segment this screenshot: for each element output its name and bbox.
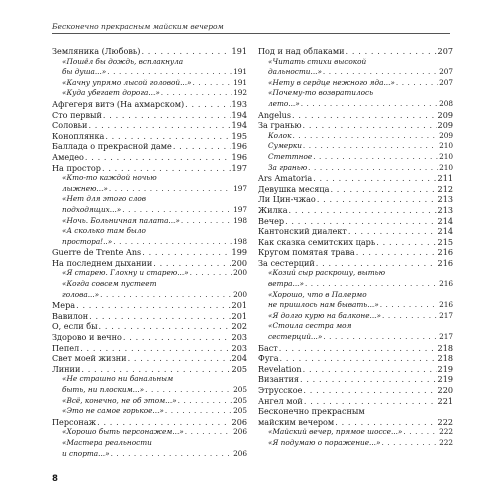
toc-entry-title: Этрусское bbox=[258, 385, 303, 395]
toc-entry bbox=[52, 141, 247, 152]
dot-leader bbox=[181, 216, 232, 227]
toc-subentry bbox=[52, 173, 247, 184]
toc-entry-page: 197 bbox=[231, 162, 247, 173]
toc-entry-title: «Это не самое горькое...» bbox=[62, 406, 164, 416]
toc-entry-page: 216 bbox=[437, 257, 453, 268]
toc-subentry bbox=[258, 78, 453, 89]
toc-subentry bbox=[258, 321, 453, 332]
dot-leader bbox=[356, 247, 437, 258]
toc-entry bbox=[52, 46, 247, 57]
toc-entry bbox=[258, 46, 453, 57]
toc-entry-page: 210 bbox=[439, 151, 453, 161]
toc-entry-title: «Пошёл бы дождь, всплакнула bbox=[62, 56, 184, 66]
toc-entry-page: 211 bbox=[437, 173, 453, 184]
toc-entry-title: Баллада о прекрасной даме bbox=[52, 141, 172, 152]
toc-subentry bbox=[258, 427, 453, 438]
dot-leader bbox=[348, 226, 437, 237]
toc-entry bbox=[258, 184, 453, 195]
toc-entry-title: Линии bbox=[52, 363, 81, 374]
toc-subentry bbox=[52, 438, 247, 449]
dot-leader bbox=[81, 364, 230, 375]
toc-entry bbox=[258, 406, 453, 417]
toc-entry-page: 216 bbox=[437, 247, 453, 258]
dot-leader bbox=[381, 438, 438, 449]
toc-entry-title: «Нет для этого слов bbox=[62, 194, 146, 204]
dot-leader bbox=[109, 184, 232, 195]
toc-entry bbox=[52, 343, 247, 354]
toc-entry-page: 206 bbox=[233, 427, 247, 437]
toc-entry-title: «Куда убегает дорога...» bbox=[62, 88, 160, 98]
toc-subentry bbox=[258, 131, 453, 142]
toc-subentry bbox=[258, 67, 453, 78]
toc-entry bbox=[258, 247, 453, 258]
toc-entry-title: голова...» bbox=[62, 289, 100, 299]
toc-entry-page: 207 bbox=[439, 67, 453, 77]
toc-entry-page: 196 bbox=[231, 141, 247, 152]
toc-entry bbox=[52, 152, 247, 163]
toc-entry-title: «Я долго курю на балконе...» bbox=[268, 310, 381, 320]
toc-entry-title: Соловьи bbox=[52, 120, 88, 131]
toc-subentry bbox=[258, 141, 453, 152]
toc-entry-title: Angelus bbox=[258, 109, 291, 120]
toc-entry-title: Вечер bbox=[258, 215, 285, 226]
toc-entry-page: 200 bbox=[231, 257, 247, 268]
toc-subentry bbox=[258, 152, 453, 163]
toc-subentry bbox=[258, 57, 453, 68]
toc-entry-title: Земляника (Любовь) bbox=[52, 46, 141, 56]
toc-subentry bbox=[52, 57, 247, 68]
dot-leader bbox=[142, 247, 230, 258]
toc-subentry bbox=[258, 163, 453, 174]
toc-subentry bbox=[258, 279, 453, 290]
toc-entry-title: Сто первый bbox=[52, 109, 102, 120]
toc-subentry bbox=[258, 332, 453, 343]
toc-subentry bbox=[52, 449, 247, 460]
toc-entry bbox=[52, 417, 247, 428]
dot-leader bbox=[107, 67, 232, 78]
dot-leader bbox=[303, 141, 438, 152]
toc-column-right bbox=[258, 46, 453, 449]
toc-entry-page: 219 bbox=[437, 363, 453, 374]
dot-leader bbox=[323, 332, 438, 343]
toc-entry-page: 222 bbox=[439, 437, 453, 447]
toc-entry-title: «Всё, конечно, не об этом...» bbox=[62, 395, 177, 405]
toc-entry-title: «Хорошо быть персонажем...» bbox=[62, 427, 184, 437]
toc-entry bbox=[258, 385, 453, 396]
toc-entry-title: На последнем дыхании bbox=[52, 257, 153, 268]
toc-entry-title: бы душа...» bbox=[62, 67, 107, 77]
dot-leader bbox=[103, 110, 231, 121]
toc-entry-title: Здорово и вечно bbox=[52, 332, 122, 343]
toc-entry bbox=[52, 110, 247, 121]
toc-entry-page: 198 bbox=[233, 215, 247, 225]
dot-leader bbox=[330, 184, 436, 195]
toc-entry-title: «Когда совсем пустеет bbox=[62, 279, 157, 289]
toc-entry bbox=[258, 216, 453, 227]
toc-entry-page: 205 bbox=[233, 406, 247, 416]
dot-leader bbox=[308, 163, 438, 174]
toc-entry-title: Колок bbox=[268, 130, 292, 140]
toc-entry bbox=[258, 417, 453, 428]
toc-entry bbox=[52, 131, 247, 142]
toc-entry-page: 222 bbox=[437, 416, 453, 427]
toc-entry bbox=[258, 396, 453, 407]
toc-entry bbox=[258, 194, 453, 205]
toc-entry-page: 192 bbox=[233, 88, 247, 98]
toc-entry-title: Ангел мой bbox=[258, 395, 303, 406]
toc-entry bbox=[52, 311, 247, 322]
toc-entry-title: простора!..» bbox=[62, 236, 113, 246]
dot-leader bbox=[141, 46, 230, 57]
dot-leader bbox=[193, 78, 233, 89]
toc-entry bbox=[52, 364, 247, 375]
toc-entry-title: ветра...» bbox=[268, 279, 304, 289]
toc-entry bbox=[52, 353, 247, 364]
dot-leader bbox=[165, 406, 232, 417]
dot-leader bbox=[303, 364, 437, 375]
toc-entry-title: «Козий сыр раскрошу, вытью bbox=[268, 268, 386, 278]
toc-entry-page: 191 bbox=[233, 77, 247, 87]
toc-entry bbox=[258, 343, 453, 354]
toc-entry-page: 221 bbox=[437, 395, 453, 406]
toc-subentry bbox=[52, 67, 247, 78]
toc-entry-page: 207 bbox=[437, 46, 453, 56]
toc-entry bbox=[258, 374, 453, 385]
toc-subentry bbox=[52, 216, 247, 227]
dot-leader bbox=[380, 300, 438, 311]
dot-leader bbox=[304, 396, 437, 407]
toc-entry-title: подходящих...» bbox=[62, 204, 122, 214]
dot-leader bbox=[123, 332, 231, 343]
dot-leader bbox=[89, 311, 230, 322]
dot-leader bbox=[303, 385, 436, 396]
toc-entry-page: 191 bbox=[233, 67, 247, 77]
toc-entry bbox=[52, 332, 247, 343]
toc-entry-page: 212 bbox=[437, 183, 453, 194]
dot-leader bbox=[100, 290, 232, 301]
toc-entry-title: «Стоила сестра моя bbox=[268, 321, 352, 331]
toc-entry-title: «Я подумаю о поражение...» bbox=[268, 437, 381, 447]
toc-entry-page: 194 bbox=[231, 109, 247, 120]
toc-entry-page: 201 bbox=[231, 310, 247, 321]
toc-entry-page: 207 bbox=[439, 77, 453, 87]
toc-entry-title: За гранью bbox=[258, 120, 302, 131]
toc-subentry bbox=[52, 237, 247, 248]
toc-entry bbox=[52, 99, 247, 110]
dot-leader bbox=[80, 343, 230, 354]
toc-subentry bbox=[52, 427, 247, 438]
toc-entry-page: 219 bbox=[437, 374, 453, 385]
dot-leader bbox=[346, 46, 437, 57]
toc-subentry bbox=[52, 268, 247, 279]
toc-entry-title: Сумерки bbox=[268, 141, 302, 151]
dot-leader bbox=[313, 173, 436, 184]
toc-entry-page: 191 bbox=[231, 46, 247, 56]
toc-entry-title: Девушка месяца bbox=[258, 183, 330, 194]
dot-leader bbox=[190, 268, 232, 279]
dot-leader bbox=[292, 131, 438, 142]
page-number: 8 bbox=[52, 474, 58, 484]
toc-entry-title: «Качну упрямо лысой головой...» bbox=[62, 77, 192, 87]
toc-entry bbox=[258, 364, 453, 375]
running-head: Бесконечно прекрасным майским вечером bbox=[52, 22, 224, 31]
toc-entry-page: 209 bbox=[439, 130, 453, 140]
toc-entry-title: Бесконечно прекрасным bbox=[258, 406, 365, 417]
toc-entry-title: лыжнею...» bbox=[62, 183, 108, 193]
toc-entry-title: Мера bbox=[52, 300, 76, 311]
dot-leader bbox=[85, 152, 231, 163]
toc-subentry bbox=[52, 226, 247, 237]
dot-leader bbox=[173, 141, 231, 152]
toc-subentry bbox=[52, 385, 247, 396]
toc-entry-title: дальности...» bbox=[268, 67, 322, 77]
toc-entry-title: «Почему-то возвратилось bbox=[268, 88, 374, 98]
toc-subentry bbox=[258, 99, 453, 110]
toc-entry-title: «А сколько там было bbox=[62, 226, 146, 236]
toc-entry-page: 222 bbox=[439, 427, 453, 437]
toc-subentry bbox=[52, 396, 247, 407]
dot-leader bbox=[403, 427, 438, 438]
toc-subentry bbox=[258, 290, 453, 301]
toc-entry-title: Revelation bbox=[258, 363, 302, 374]
toc-entry-page: 198 bbox=[233, 236, 247, 246]
toc-entry bbox=[52, 163, 247, 174]
toc-entry-page: 206 bbox=[231, 416, 247, 427]
toc-entry-page: 215 bbox=[437, 236, 453, 247]
dot-leader bbox=[76, 300, 230, 311]
dot-leader bbox=[102, 163, 231, 174]
toc-entry-title: Пепел bbox=[52, 342, 80, 353]
dot-leader bbox=[316, 258, 437, 269]
toc-entry bbox=[258, 237, 453, 248]
toc-entry-title: лето...» bbox=[268, 98, 300, 108]
dot-leader bbox=[396, 78, 438, 89]
dot-leader bbox=[280, 353, 437, 364]
toc-entry-page: 220 bbox=[437, 385, 453, 395]
dot-leader bbox=[323, 67, 438, 78]
toc-entry-page: 209 bbox=[437, 109, 453, 120]
toc-entry-page: 203 bbox=[231, 332, 247, 343]
toc-entry-page: 205 bbox=[233, 385, 247, 394]
toc-entry-page: 210 bbox=[439, 141, 453, 151]
dot-leader bbox=[88, 120, 230, 131]
toc-entry-title: Стеттное bbox=[268, 151, 313, 161]
toc-entry-title: Амедео bbox=[52, 151, 84, 162]
dot-leader bbox=[382, 311, 438, 322]
toc-entry-title: сестерций...» bbox=[268, 332, 323, 342]
toc-entry-page: 214 bbox=[437, 215, 453, 226]
toc-entry-page: 194 bbox=[231, 120, 247, 131]
toc-entry bbox=[258, 353, 453, 364]
dot-leader bbox=[289, 205, 437, 216]
toc-subentry bbox=[52, 205, 247, 216]
toc-entry-title: «Я старею. Глохну и старею...» bbox=[62, 268, 189, 278]
dot-leader bbox=[153, 258, 230, 269]
toc-subentry bbox=[258, 88, 453, 99]
toc-entry-page: 213 bbox=[437, 204, 453, 215]
toc-entry-title: Персонаж bbox=[52, 416, 97, 427]
toc-subentry bbox=[52, 88, 247, 99]
toc-entry-title: Византия bbox=[258, 374, 299, 385]
toc-entry-page: 206 bbox=[233, 448, 247, 458]
toc-entry-title: За сестерций bbox=[258, 257, 315, 268]
toc-entry-page: 204 bbox=[231, 353, 247, 364]
dot-leader bbox=[113, 237, 232, 248]
toc-entry bbox=[52, 300, 247, 311]
toc-entry-title: и спорта...» bbox=[62, 448, 110, 458]
toc-entry bbox=[258, 226, 453, 237]
toc-entry bbox=[52, 321, 247, 332]
toc-entry-title: О, если бы bbox=[52, 321, 98, 332]
toc-entry-title: Вавилон bbox=[52, 310, 89, 321]
dot-leader bbox=[300, 374, 437, 385]
dot-leader bbox=[128, 353, 231, 364]
toc-subentry bbox=[258, 300, 453, 311]
toc-subentry bbox=[52, 184, 247, 195]
dot-leader bbox=[279, 343, 437, 354]
toc-entry bbox=[258, 110, 453, 121]
header-rule bbox=[52, 33, 450, 34]
toc-entry-page: 208 bbox=[439, 98, 453, 108]
toc-entry-page: 200 bbox=[233, 268, 247, 278]
toc-entry-title: Ли Цин-чжао bbox=[258, 194, 316, 205]
toc-entry-page: 197 bbox=[233, 204, 247, 214]
toc-subentry bbox=[52, 194, 247, 205]
dot-leader bbox=[105, 131, 230, 142]
toc-entry-page: 205 bbox=[231, 363, 247, 374]
toc-entry-page: 210 bbox=[439, 162, 453, 172]
toc-entry-title: Ars Amatoria bbox=[258, 173, 313, 184]
toc-entry-title: «Кто-то каждой ночью bbox=[62, 173, 157, 183]
toc-column-left bbox=[52, 46, 247, 459]
toc-entry-title: Под и над облаками bbox=[258, 46, 345, 56]
toc-entry-page: 213 bbox=[437, 194, 453, 205]
dot-leader bbox=[303, 120, 437, 131]
dot-leader bbox=[313, 152, 438, 163]
toc-entry-page: 200 bbox=[233, 289, 247, 299]
dot-leader bbox=[161, 88, 232, 99]
toc-subentry bbox=[52, 279, 247, 290]
toc-entry bbox=[258, 120, 453, 131]
toc-entry-title: Коноплянка bbox=[52, 130, 105, 141]
toc-subentry bbox=[52, 374, 247, 385]
toc-entry bbox=[258, 258, 453, 269]
toc-entry-page: 214 bbox=[437, 226, 453, 237]
dot-leader bbox=[285, 216, 436, 227]
toc-entry-title: «Хорошо, что в Палермо bbox=[268, 289, 367, 299]
dot-leader bbox=[122, 205, 232, 216]
toc-subentry bbox=[258, 268, 453, 279]
dot-leader bbox=[317, 194, 437, 205]
toc-subentry bbox=[52, 78, 247, 89]
toc-entry-page: 218 bbox=[437, 342, 453, 353]
toc-entry-title: не пришлось нам бывать...» bbox=[268, 300, 379, 310]
dot-leader bbox=[305, 279, 438, 290]
toc-entry-title: Кругом помятая трава bbox=[258, 247, 355, 258]
dot-leader bbox=[185, 427, 232, 438]
toc-subentry bbox=[52, 290, 247, 301]
toc-entry-title: Афгегеря витэ (На ахмарском) bbox=[52, 98, 185, 109]
toc-entry-page: 217 bbox=[439, 332, 453, 342]
dot-leader bbox=[145, 385, 232, 396]
toc-entry-title: Как сказка семитских царь bbox=[258, 236, 376, 247]
dot-leader bbox=[178, 396, 232, 407]
toc-entry-page: 196 bbox=[231, 151, 247, 162]
toc-subentry bbox=[258, 311, 453, 322]
toc-entry-title: Жилка bbox=[258, 204, 288, 215]
toc-entry-page: 205 bbox=[233, 395, 247, 405]
toc-entry-title: За гранью bbox=[268, 162, 308, 172]
toc-entry-title: майским вечером bbox=[258, 416, 335, 427]
toc-entry-page: 199 bbox=[231, 247, 247, 258]
toc-entry-title: «Ночь. Больничная палата...» bbox=[62, 215, 180, 225]
toc-entry-title: «Майский вечер, прямое шоссе...» bbox=[268, 427, 403, 437]
dot-leader bbox=[301, 99, 438, 110]
toc-entry-page: 216 bbox=[439, 279, 453, 289]
toc-entry-title: «Не страшно ни банальным bbox=[62, 374, 174, 384]
toc-entry-page: 193 bbox=[231, 98, 247, 109]
toc-entry-page: 202 bbox=[231, 321, 247, 332]
toc-entry-page: 203 bbox=[231, 342, 247, 353]
toc-entry-title: Свет моей жизни bbox=[52, 353, 127, 364]
dot-leader bbox=[99, 321, 231, 332]
toc-entry-title: быть, ни плоским...» bbox=[62, 385, 145, 394]
toc-entry bbox=[258, 205, 453, 216]
toc-entry-page: 217 bbox=[439, 310, 453, 320]
toc-entry-title: «Мастера реальности bbox=[62, 437, 152, 447]
dot-leader bbox=[111, 449, 233, 460]
toc-entry bbox=[52, 247, 247, 258]
toc-entry-page: 195 bbox=[231, 130, 247, 141]
toc-entry-page: 216 bbox=[439, 300, 453, 310]
toc-entry bbox=[258, 173, 453, 184]
toc-subentry bbox=[52, 406, 247, 417]
toc-entry-title: Guerre de Trente Ans bbox=[52, 247, 142, 258]
toc-entry-title: «Читать стихи высокой bbox=[268, 56, 367, 66]
toc-entry bbox=[52, 258, 247, 269]
toc-entry-title: Баст bbox=[258, 342, 278, 353]
dot-leader bbox=[292, 110, 437, 121]
toc-subentry bbox=[258, 438, 453, 449]
dot-leader bbox=[185, 99, 230, 110]
toc-entry-page: 218 bbox=[437, 353, 453, 364]
toc-entry-page: 209 bbox=[437, 120, 453, 131]
dot-leader bbox=[97, 417, 230, 428]
dot-leader bbox=[335, 417, 436, 428]
toc-entry bbox=[52, 120, 247, 131]
dot-leader bbox=[376, 237, 436, 248]
toc-entry-title: Кантонский диалект bbox=[258, 226, 347, 237]
toc-entry-page: 197 bbox=[233, 183, 247, 193]
toc-entry-title: Фуга bbox=[258, 353, 279, 364]
toc-entry-title: «Нету в сердце нежного яда...» bbox=[268, 77, 395, 87]
toc-entry-page: 201 bbox=[231, 300, 247, 311]
toc-entry-title: На простор bbox=[52, 162, 101, 173]
